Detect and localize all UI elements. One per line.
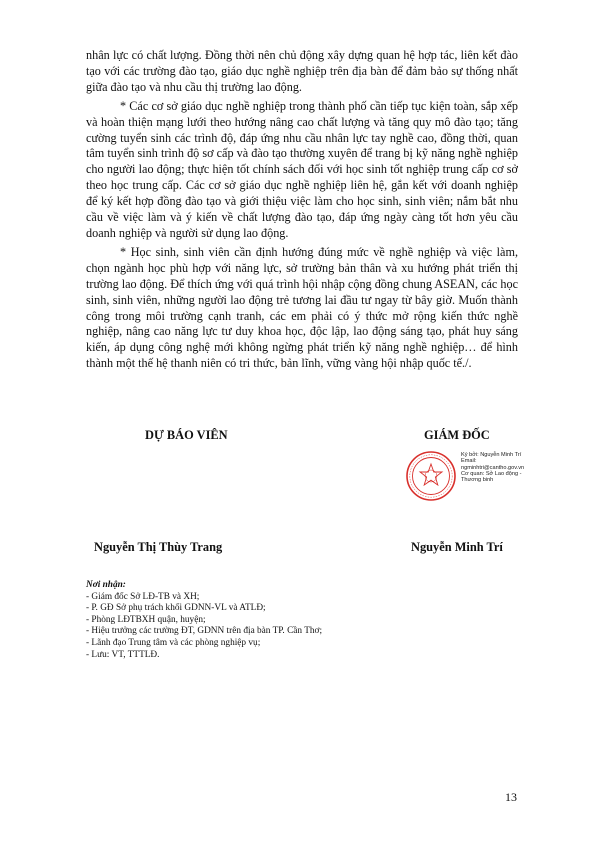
director-title: GIÁM ĐỐC bbox=[424, 428, 490, 442]
digital-signature-info bbox=[461, 452, 523, 483]
recipients-block bbox=[86, 580, 526, 661]
signer-email-text: Email: ngminhtri@cantho.gov.vn bbox=[461, 458, 525, 471]
recipient-item: - Phòng LĐTBXH quận, huyện; bbox=[86, 614, 206, 625]
recipient-item: - Hiệu trưởng các trường ĐT, GDNN trên địa bàn TP. Cần Thơ; bbox=[86, 626, 323, 637]
paragraph-2: * Các cơ sở giáo dục nghề nghiệp trong thành phố cần tiếp tục kiện toàn, sắp xếp và hoàn thiện mạng lưới theo hướng nâng cao chất lượng và tăng quy mô đào tạo; tăng cường tuyển sinh các trình độ, đáp ứng nhu cầu nhân lực tay nghề cao, đồng thời, quan tâm tuyển sinh trình độ sơ cấp và đào tạo thường xuyên để trang bị kỹ năng nghề nghiệp cho người lao động; thực hiện tốt chính sách đối với học sinh tốt nghiệp trung cấp cơ sở theo học trung cấp. Các cơ sở giáo dục nghề nghiệp liên hệ, gắn kết với doanh nghiệp để ký kết hợp đồng đào tạo và giới thiệu việc làm cho học sinh, sinh viên; nắm bắt nhu cầu về việc làm và ý kiến về chất lượng đào tạo, đáp ứng ngày càng tốt hơn yêu cầu doanh nghiệp và người sử dụng lao động. bbox=[86, 98, 518, 240]
forecaster-title: DỰ BÁO VIÊN bbox=[145, 428, 228, 442]
paragraph-1: nhân lực có chất lượng. Đồng thời nên chủ động xây dựng quan hệ hợp tác, liên kết đào tạo với các trường đào tạo, giáo dục nghề nghiệp trên địa bàn để đảm bảo sự thống nhất giữa đào tạo và nhu cầu thị trường lao động. bbox=[86, 48, 518, 94]
page-number: 13 bbox=[505, 790, 517, 804]
official-stamp-icon bbox=[405, 450, 457, 502]
recipients-list bbox=[86, 592, 526, 662]
recipient-item: - Giám đốc Sở LĐ-TB và XH; bbox=[86, 591, 200, 602]
paragraph-3: * Học sinh, sinh viên cần định hướng đúng mức về nghề nghiệp và việc làm, chọn ngành học phù hợp với năng lực, sở trường bản thân và xu hướng phát triển thị trường lao động. Để thích ứng với quá trình hội nhập cộng đồng chung ASEAN, các học sinh, sinh viên, những người lao động trẻ tương lai đầu tư ngay từ bây giờ. Muốn thành công trong môi trường cạnh tranh, các em phải có ý thức mở rộng kiến thức nghề nghiệp, nâng cao năng lực tư duy khoa học, độc lập, lao động sáng tạo, phát huy sáng kiến, áp dụng công nghệ mới không ngừng phát triển kỹ năng nghề nghiệp… để hình thành một thế hệ thanh niên có tri thức, bản lĩnh, vững vàng hội nhập quốc tế./. bbox=[86, 244, 518, 371]
recipient-item: - P. GĐ Sở phụ trách khối GDNN-VL và ATLĐ; bbox=[86, 603, 266, 614]
recipient-item: - Lãnh đạo Trung tâm và các phòng nghiệp vụ; bbox=[86, 637, 261, 648]
director-name: Nguyễn Minh Trí bbox=[411, 540, 503, 554]
recipients-title: Nơi nhận: bbox=[86, 580, 126, 590]
recipient-item: - Lưu: VT, TTTLĐ. bbox=[86, 649, 160, 660]
signed-by-text: Ký bởi: Nguyễn Minh Trí bbox=[461, 452, 522, 458]
body-text bbox=[86, 48, 518, 375]
forecaster-name: Nguyễn Thị Thùy Trang bbox=[94, 540, 223, 554]
signer-agency-text: Cơ quan: Sở Lao động - Thương binh bbox=[461, 470, 523, 484]
